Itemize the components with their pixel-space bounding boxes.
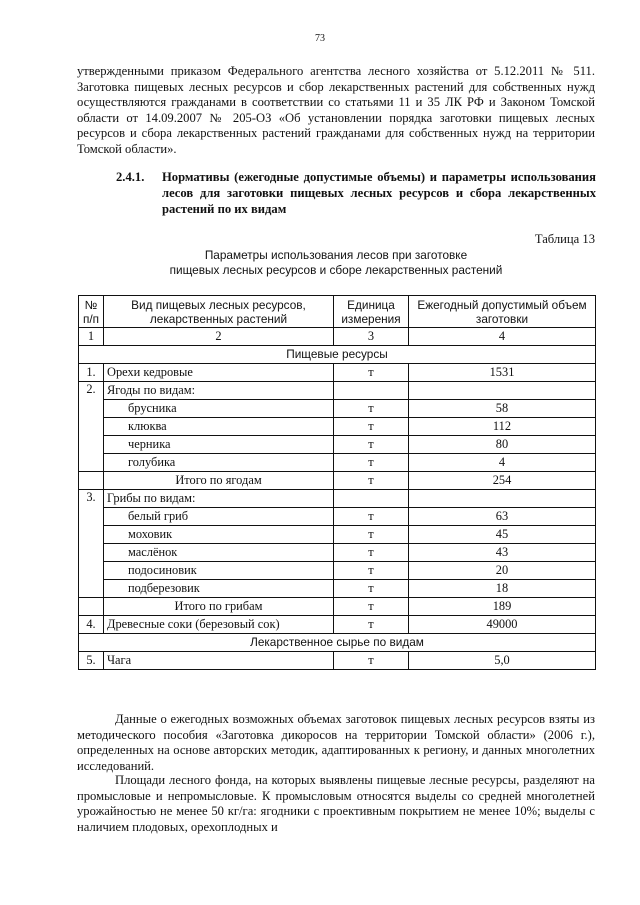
berry-value: 80	[409, 436, 596, 454]
berry-value: 112	[409, 418, 596, 436]
row-unit: т	[334, 652, 409, 670]
total-unit: т	[334, 472, 409, 490]
table-row	[79, 490, 596, 508]
group-row-food	[79, 346, 596, 364]
table-row	[79, 382, 596, 400]
col-number: 3	[334, 328, 409, 346]
row-value	[409, 490, 596, 508]
intro-paragraph: утвержденными приказом Федерального агентства лесного хозяйства от 5.12.2011 № 511. Заготовка пищевых лесных ресурсов и сбор лекарственных растений для собственных нужд осуществляются гражданами в соответствии со статьями 11 и 35 ЛК РФ и Законом Томской области от 14.09.2007 № 205-ОЗ «Об установлении порядка заготовки пищевых лесных ресурсов и сбора лекарственных растений гражданами для собственных нужд на территории Томской области».	[77, 64, 595, 156]
table-label: Таблица 13	[534, 232, 595, 246]
mushroom-value: 43	[409, 544, 596, 562]
table-row	[79, 454, 596, 472]
row-value: 1531	[409, 364, 596, 382]
row-name: Ягоды по видам:	[104, 382, 334, 400]
berry-value: 4	[409, 454, 596, 472]
table-row	[79, 526, 596, 544]
table-caption-line1: Параметры использования лесов при заготовке	[204, 248, 468, 262]
row-value	[409, 382, 596, 400]
col-number: 4	[409, 328, 596, 346]
table-row	[79, 544, 596, 562]
mushroom-value: 45	[409, 526, 596, 544]
header-num: № п/п	[79, 296, 104, 328]
total-value: 189	[409, 598, 596, 616]
table-caption	[77, 248, 595, 277]
mushroom-unit: т	[334, 562, 409, 580]
row-name: Чага	[104, 652, 334, 670]
row-name: Грибы по видам:	[104, 490, 334, 508]
berry-name: черника	[104, 436, 334, 454]
table-row	[79, 616, 596, 634]
page-number: 73	[315, 33, 325, 44]
mushroom-value: 20	[409, 562, 596, 580]
berry-unit: т	[334, 454, 409, 472]
mushroom-name: белый гриб	[104, 508, 334, 526]
col-number: 1	[79, 328, 104, 346]
table-row	[79, 400, 596, 418]
berry-unit: т	[334, 418, 409, 436]
table-row	[79, 562, 596, 580]
row-num: 3.	[79, 490, 104, 598]
row-unit: т	[334, 364, 409, 382]
row-unit	[334, 382, 409, 400]
table-row	[79, 418, 596, 436]
mushroom-unit: т	[334, 508, 409, 526]
row-value: 5,0	[409, 652, 596, 670]
row-num: 1.	[79, 364, 104, 382]
row-name: Орехи кедровые	[104, 364, 334, 382]
berry-unit: т	[334, 400, 409, 418]
group-label-food: Пищевые ресурсы	[79, 346, 596, 364]
section-title: Нормативы (ежегодные допустимые объемы) и параметры использования лесов для заготовки пищевых лесных ресурсов и сбора лекарственных растений по их видам	[162, 170, 596, 216]
mushroom-name: маслёнок	[104, 544, 334, 562]
forest-areas-paragraph: Площади лесного фонда, на которых выявлены пищевые лесные ресурсы, разделяют на промысловые и непромысловые. К промысловым относятся выделы со средней многолетней урожайностью не менее 50 кг/га: ягодники с проективным покрытием не менее 10%; выделы с наличием плодовых, орехоплодных и	[77, 773, 595, 834]
total-row-berries	[79, 472, 596, 490]
empty-cell	[79, 472, 104, 490]
data-source-paragraph: Данные о ежегодных возможных объемах заготовок пищевых лесных ресурсов взяты из методического пособия «Заготовка дикоросов на территории Томской области» (2006 г.), определенных на основе авторских методик, адаптированных к региону, и данных многолетних исследований.	[77, 712, 595, 773]
row-num: 5.	[79, 652, 104, 670]
berry-name: брусника	[104, 400, 334, 418]
mushroom-name: моховик	[104, 526, 334, 544]
section-heading	[116, 169, 596, 217]
table-row	[79, 580, 596, 598]
table-row	[79, 652, 596, 670]
total-name: Итого по ягодам	[104, 472, 334, 490]
mushroom-name: подберезовик	[104, 580, 334, 598]
mushroom-value: 18	[409, 580, 596, 598]
column-number-row	[79, 328, 596, 346]
mushroom-unit: т	[334, 580, 409, 598]
berry-unit: т	[334, 436, 409, 454]
header-type: Вид пищевых лесных ресурсов, лекарственных растений	[104, 296, 334, 328]
table-row	[79, 364, 596, 382]
row-unit: т	[334, 616, 409, 634]
table-header-row	[79, 296, 596, 328]
mushroom-value: 63	[409, 508, 596, 526]
mushroom-unit: т	[334, 544, 409, 562]
berry-name: голубика	[104, 454, 334, 472]
row-num: 2.	[79, 382, 104, 472]
table-row	[79, 508, 596, 526]
table-caption-line2: пищевых лесных ресурсов и сборе лекарственных растений	[169, 262, 503, 277]
empty-cell	[79, 598, 104, 616]
total-unit: т	[334, 598, 409, 616]
mushroom-name: подосиновик	[104, 562, 334, 580]
row-value: 49000	[409, 616, 596, 634]
header-unit: Единица измерения	[334, 296, 409, 328]
header-volume: Ежегодный допустимый объем заготовки	[409, 296, 596, 328]
berry-name: клюква	[104, 418, 334, 436]
col-number: 2	[104, 328, 334, 346]
total-name: Итого по грибам	[104, 598, 334, 616]
parameters-table	[78, 295, 596, 670]
mushroom-unit: т	[334, 526, 409, 544]
row-unit	[334, 490, 409, 508]
total-value: 254	[409, 472, 596, 490]
berry-value: 58	[409, 400, 596, 418]
section-number: 2.4.1.	[116, 170, 145, 184]
row-num: 4.	[79, 616, 104, 634]
total-row-mushrooms	[79, 598, 596, 616]
row-name: Древесные соки (березовый сок)	[104, 616, 334, 634]
group-row-medicinal	[79, 634, 596, 652]
table-row	[79, 436, 596, 454]
group-label-medicinal: Лекарственное сырье по видам	[79, 634, 596, 652]
